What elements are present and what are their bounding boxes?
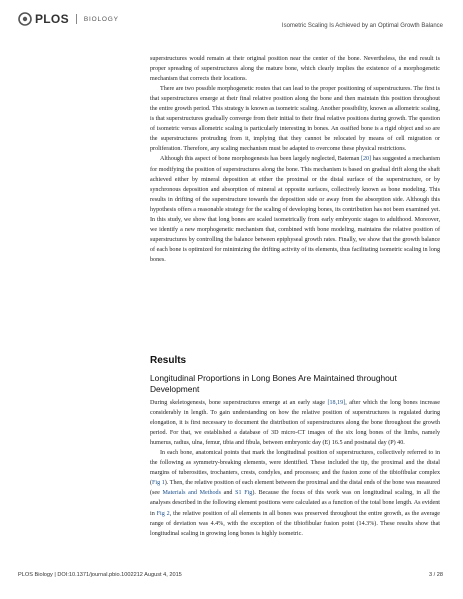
- paragraph-2: There are two possible morphogenetic routes that can lead to the proper positioning of superstructures. The first is that superstructures emerge at their final relative position along the bone and then maintain this position throughout the entire growth period. This strategy is known as isometric scaling. Another possibility, known as allometric scaling, is that superstructures gradually converge from their initial to their final relative positions during growth. The question of isometric versus allometric scaling is particularly interesting in bones. An ossified bone is a rigid object and so are the superstructures protruding from it, implying that they cannot be relocated by means of cell migration or proliferation. Therefore, any scaling mechanism must be adapted to overcome these physical restrictions.: [150, 86, 440, 153]
- paragraph-4-text-b: , after which the long bones increase considerably in length. To gain understanding on how the relative position of superstructures is regulated during elongation, it is first necessary to document the distribution of superstructures along the bone throughout the growth period. For that, we established a database of 3D micro-CT images of the six long bones of the limbs, namely humerus, radius, ulna, femur, tibia and fibula, between embryonic day (E) 16.5 and postnatal day (P) 40.: [150, 400, 440, 447]
- paragraph-3-text-b: has suggested a mechanism for modifying the position of superstructures along the bone. This mechanism is based on gradual drift along the shaft achieved either by mineral deposition at either the proximal or the distal surface of the superstructure, or by synchronous deposition and absorption of mineral at opposite surfaces, collectively known as bone modeling. This results in drifting of the superstructure towards the deposition side or away from the absorption side. Although this hypothesis offers a reasonable strategy for the scaling of developing bones, its contribution has not been examined yet. In this study, we show that long bones are scaled isometrically from early embryonic stages to adulthood. Moreover, we identify a new morphogenetic mechanism that, combined with bone modeling, maintains the relative position of superstructures by controlling the balance between epiphyseal growth rates. Finally, we show that the growth balance of each bone is optimized for minimizing the drifting activity of its elements, thus facilitating isometric scaling in long bones.: [150, 156, 440, 263]
- methods-link[interactable]: Materials and Methods: [162, 490, 221, 497]
- plos-logo: [18, 12, 119, 26]
- paragraph-5-text-a: In each bone, anatomical points that mark the longitudinal position of superstructures, collectively referred to in the following as symmetry-breaking elements, were identified. These included the tip, the proximal and the distal margins of tuberosities, trochanters, crests, condyles, and processes; and the fusion zone of the tibiofibular complex (: [150, 450, 440, 487]
- figure-link[interactable]: Fig 1: [152, 480, 165, 487]
- figure-link[interactable]: Fig 2: [156, 510, 170, 517]
- page-number: 3 / 28: [429, 572, 443, 578]
- logo-text: PLOS: [35, 12, 69, 26]
- citation-link[interactable]: [18,19]: [327, 400, 346, 406]
- journal-name: BIOLOGY: [83, 15, 119, 23]
- results-text-block: [150, 398, 440, 539]
- paragraph-5-text-d: ). Because the focus of this work was on longitudinal scaling, in all the analyses described in the following element positions were calculated as a function of the total bone length. As evident in: [150, 490, 440, 517]
- intro-text-block: [150, 54, 440, 265]
- plos-logo-icon: [18, 12, 32, 26]
- paragraph-5-text-b: ). Then, the relative position of each element between the proximal and the distal ends of the bone was measured (see: [150, 480, 440, 497]
- citation-link[interactable]: [20]: [360, 156, 372, 163]
- logo-divider: [76, 14, 77, 24]
- paragraph-3-text-a: Although this aspect of bone morphogenesis has been largely neglected, Bateman: [160, 156, 361, 163]
- paragraph-5-text-e: , the relative position of all elements in all bones was preserved throughout the entire growth, as the average range of deviation was 4.4%, with the exception of the tibiofibular fusion point (14.3%). These results show that longitudinal scaling in growing long bones is highly isometric.: [150, 510, 440, 537]
- paragraph-5-text-c: and: [220, 490, 236, 497]
- paragraph-4-text-a: During skeletogenesis, bone superstructures emerge at an early stage: [150, 400, 328, 406]
- paragraph-4: [150, 398, 440, 448]
- supplementary-figure-link[interactable]: S1 Fig: [235, 490, 253, 497]
- subsection-heading: Longitudinal Proportions in Long Bones Are Maintained throughout Development: [150, 373, 397, 394]
- footer-citation: PLOS Biology | DOI:10.1371/journal.pbio.1002212 August 4, 2015: [18, 572, 182, 578]
- page-header: [0, 0, 463, 44]
- paragraph-5: [150, 448, 440, 538]
- running-title: Isometric Scaling Is Achieved by an Optimal Growth Balance: [281, 23, 443, 29]
- section-heading: Results: [150, 355, 187, 366]
- paragraph-3: [150, 154, 440, 265]
- page-footer: [18, 572, 443, 578]
- paragraph-1: superstructures would remain at their original position near the center of the bone. Nevertheless, the end result is proper spreading of superstructures along the mature bone, which clearly implies the existence of a morphogenetic mechanism that corrects their locations.: [150, 56, 440, 83]
